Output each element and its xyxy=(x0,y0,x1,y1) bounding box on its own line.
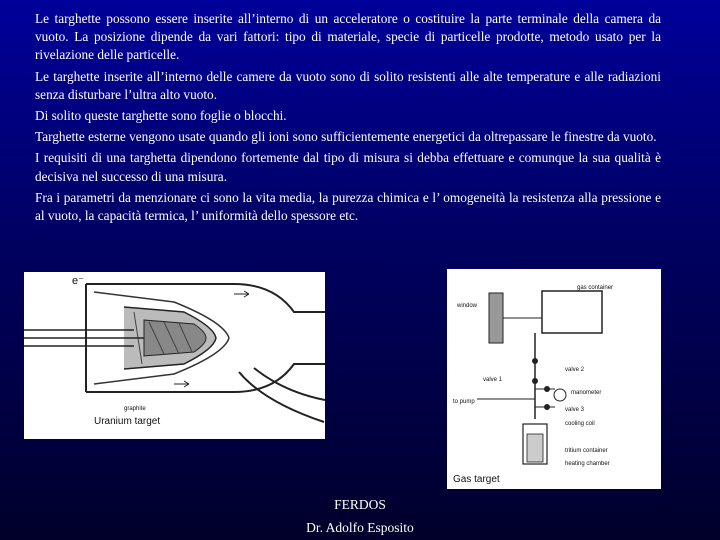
manometer-label: manometer xyxy=(571,390,602,396)
paragraph-2: Le targhette inserite all’interno delle camere da vuoto sono di solito resistenti alle alte temperature e alle radiazioni senza disturbare l’ultra alto vuoto. xyxy=(35,68,661,102)
paragraph-1: Le targhette possono essere inserite all’interno di un acceleratore o costituire la parte terminale della camera da vuoto. La posizione dipende da vari fattori: tipo di materiale, specie di particelle prodotte, metodo usato per la rivelazione delle particelle. xyxy=(35,11,661,63)
valve2-label: valve 2 xyxy=(565,367,585,373)
cooling-coil-label: cooling coil xyxy=(565,421,595,427)
paragraph-6: Fra i parametri da menzionare ci sono la vita media, la purezza chimica e l’ omogeneità la resistenza alla pressione e al vuoto, la capacità termica, l’ uniformità dello spessore etc. xyxy=(35,189,661,224)
paragraph-4: Targhette esterne vengono usate quando gli ioni sono sufficientemente energetici da oltrepassare le finestre da vuoto. xyxy=(35,129,657,145)
tritium-container-label: tritium container xyxy=(565,448,608,454)
uranium-caption: Uranium target xyxy=(94,416,161,427)
valve3-label: valve 3 xyxy=(565,407,585,413)
uranium-target-diagram xyxy=(24,272,325,439)
gas-target-drawing xyxy=(447,269,661,489)
graphite-label: graphite xyxy=(124,406,146,412)
window-label: window xyxy=(457,303,478,309)
gas-container-label: gas container xyxy=(577,285,614,291)
to-pump-label: to pump xyxy=(453,399,475,405)
gas-target-diagram xyxy=(447,269,661,489)
footer-title: FERDOS xyxy=(334,497,386,512)
gas-target-caption: Gas target xyxy=(453,474,500,485)
heating-chamber-label: heating chamber xyxy=(565,461,610,467)
paragraph-5: I requisiti di una targhetta dipendono fortemente dal tipo di misura si debba effettuare e comunque la sua qualità è decisiva nel successo di una misura. xyxy=(35,150,661,184)
paragraph-3: Di solito queste targhette sono foglie o blocchi. xyxy=(35,108,287,124)
beam-label: e⁻ xyxy=(72,275,84,287)
body-text xyxy=(35,10,661,228)
uranium-target-drawing xyxy=(24,272,325,439)
valve1-label: valve 1 xyxy=(483,377,503,383)
footer-author: Dr. Adolfo Esposito xyxy=(306,520,414,535)
